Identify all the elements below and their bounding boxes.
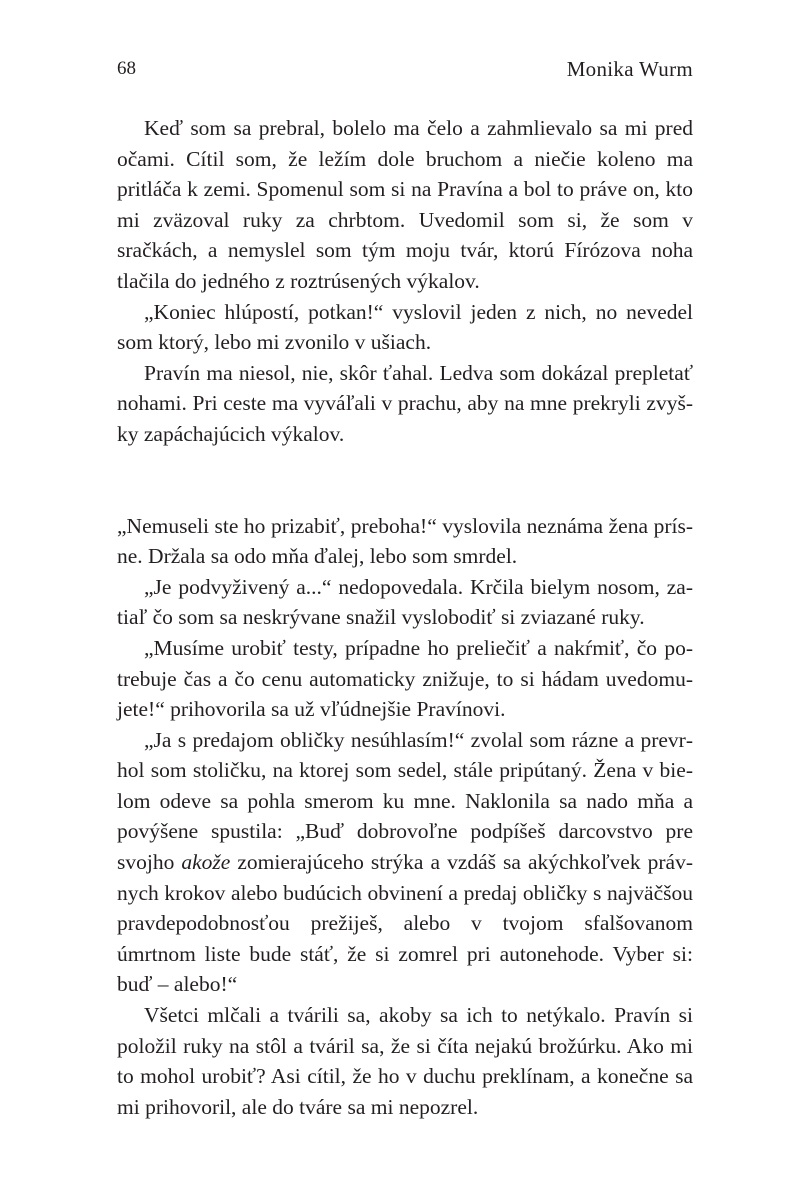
paragraph: Keď som sa prebral, bolelo ma čelo a zahmlievalo sa mi pred očami. Cítil som, že ležím dole bruchom a niečie koleno ma pritláča k zemi. Spomenul som si na Pravína a bol to práve on, kto mi zväzoval ruky za chrbtom. Uvedomil som si, že som v sračkách, a nemyslel som tým moju tvár, ktorú Fírózova noha tlačila do jedného z roztrúsených výkalov. [117,116,693,293]
paragraph [117,725,693,1000]
paragraph: Všetci mlčali a tvárili sa, akoby sa ich to netýkalo. Pravín si položil ruky na stôl a tváril sa, že si číta nejakú brožúrku. Ako mi to mohol urobiť? Asi cítil, že ho v duchu preklínam, a konečne sa mi prihovoril, ale do tváre sa mi nepozrel. [117,1003,693,1119]
paragraph: „Je podvyživený a...“ nedopovedala. Krčila bielym nosom, zatiaľ čo som sa neskrývane snažil vyslobodiť si zviazané ruky. [117,574,693,630]
page-number: 68 [117,58,136,79]
section-break [117,450,693,511]
paragraph: „Nemuseli ste ho prizabiť, preboha!“ vyslovila neznáma žena prísne. Držala sa odo mňa ďalej, lebo som smrdel. [117,513,693,569]
emphasized-word: akože [181,850,231,875]
paragraph: „Musíme urobiť testy, prípadne ho preliečiť a nakŕmiť, čo potrebuje čas a čo cenu automaticky znižuje, to si hádam uvedomujete!“ prihovorila sa už vľúdnejšie Pravínovi. [117,635,693,722]
paragraph: Pravín ma niesol, nie, skôr ťahal. Ledva som dokázal prepletať nohami. Pri ceste ma vyváľali v prachu, aby na mne prekryli zvyšky zapáchajúcich výkalov. [117,360,693,446]
paragraph: „Koniec hlúpostí, potkan!“ vyslovil jeden z nich, no nevedel som ktorý, lebo mi zvonilo v ušiach. [117,299,693,355]
paragraph-text: zomierajúceho strýka a vzdáš sa akýchkoľvek právnych krokov alebo budúcich obvinení a predaj obličky s najväčšou pravdepodobnosťou prežiješ, alebo v tvojom sfalšovanom úmrtnom liste bude stáť, že si zomrel pri autonehode. Vyber si: buď – alebo!“ [117,850,693,997]
author-name: Monika Wurm [566,57,693,81]
body-text [117,113,693,1122]
paragraph-text: „Ja s predajom obličky nesúhlasím!“ zvolal som rázne a prevrhol som stoličku, na ktorej som sedel, stále pripútaný. Žena v bielom odeve sa pohla smerom ku mne. Naklonila sa nado mňa a povýšene spustila: „Buď dobrovoľne podpíšeš darcovstvo pre svojho [117,727,693,875]
running-header [117,54,693,84]
